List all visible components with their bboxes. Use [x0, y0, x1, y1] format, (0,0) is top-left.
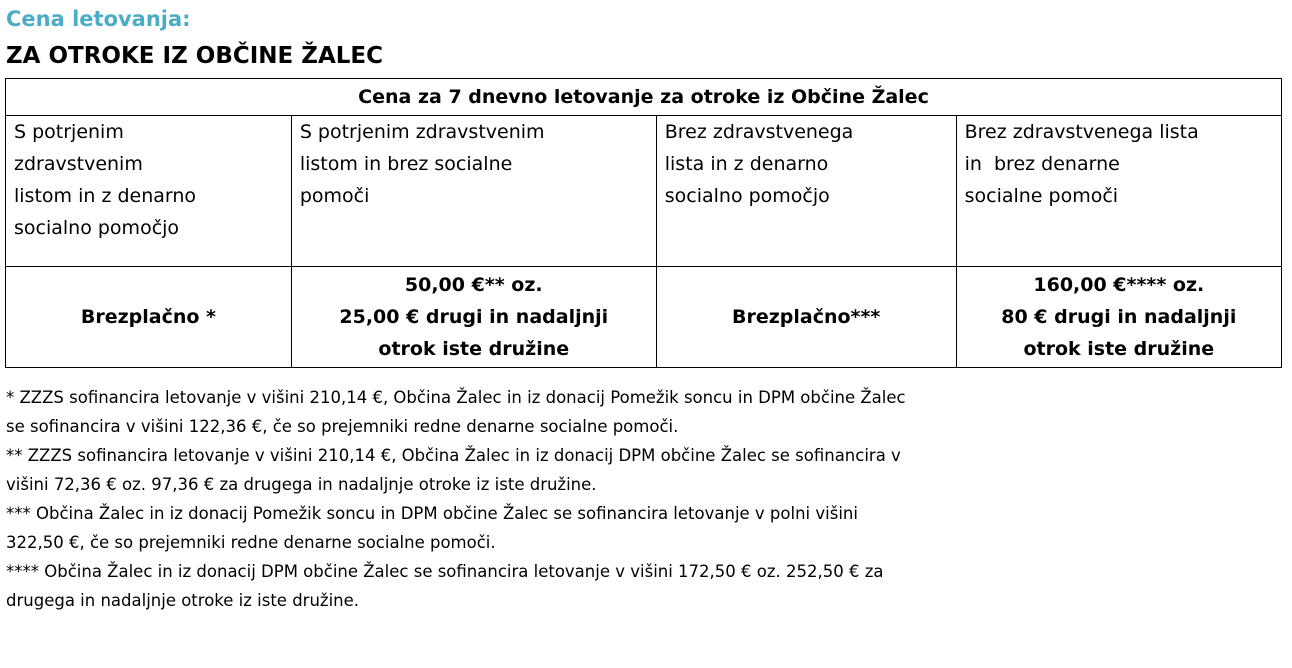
- price-cell-4: [956, 267, 1281, 368]
- price-table: [5, 78, 1282, 368]
- footnote-line: ** ZZZS sofinancira letovanje v višini 210,14 €, Občina Žalec in iz donacij DPM občine Žalec se sofinancira v: [6, 446, 901, 465]
- header-line: lista in z denarno: [664, 153, 829, 175]
- header-line: S potrjenim: [14, 121, 124, 143]
- price-line: Brezplačno***: [731, 306, 881, 328]
- header-line: in brez denarne: [964, 153, 1120, 175]
- price-line: Brezplačno *: [80, 306, 216, 328]
- footnote-line: drugega in nadaljnje otroke iz iste družine.: [6, 591, 360, 610]
- footnote-line: * ZZZS sofinancira letovanje v višini 210,14 €, Občina Žalec in iz donacij Pomežik soncu in DPM občine Žalec: [6, 388, 906, 407]
- table-price-row: [6, 267, 1282, 368]
- footnote-line: *** Občina Žalec in iz donacij Pomežik soncu in DPM občine Žalec se sofinancira letovanje v polni višini: [6, 504, 858, 523]
- subtitle-heading: ZA OTROKE IZ OBČINE ŽALEC: [6, 43, 383, 69]
- price-line: otrok iste družine: [1023, 338, 1215, 360]
- footnote-line: **** Občina Žalec in iz donacij DPM občine Žalec se sofinancira letovanje v višini 172,50 € oz. 252,50 € za: [6, 562, 884, 581]
- price-cell-1: [6, 267, 292, 368]
- price-line: 25,00 € drugi in nadaljnji: [339, 306, 609, 328]
- footnote-line: se sofinancira v višini 122,36 €, če so prejemniki redne denarne socialne pomoči.: [6, 417, 679, 436]
- header-line: S potrjenim zdravstvenim: [299, 121, 545, 143]
- price-cell-3: [656, 267, 956, 368]
- table-header-row: [6, 116, 1282, 267]
- header-line: socialne pomoči: [964, 185, 1119, 207]
- table-title: Cena za 7 dnevno letovanje za otroke iz Občine Žalec: [6, 79, 1282, 116]
- price-line: 50,00 €** oz.: [404, 274, 543, 296]
- header-cell-1: [6, 116, 292, 267]
- header-line: listom in z denarno: [14, 185, 197, 207]
- header-line: Brez zdravstvenega lista: [964, 121, 1199, 143]
- header-line: socialno pomočjo: [664, 185, 830, 207]
- header-line: zdravstvenim: [14, 153, 143, 175]
- price-heading: Cena letovanja:: [6, 7, 191, 31]
- footnotes: [6, 383, 1286, 615]
- header-cell-3: [656, 116, 956, 267]
- table-title-row: [6, 79, 1282, 116]
- header-line: Brez zdravstvenega: [664, 121, 854, 143]
- footnote-line: višini 72,36 € oz. 97,36 € za drugega in nadaljnje otroke iz iste družine.: [6, 475, 597, 494]
- price-cell-2: [291, 267, 656, 368]
- price-line: 160,00 €**** oz.: [1033, 274, 1205, 296]
- price-line: 80 € drugi in nadaljnji: [1001, 306, 1237, 328]
- header-line: listom in brez socialne: [299, 153, 513, 175]
- price-line: otrok iste družine: [378, 338, 570, 360]
- footnote-line: 322,50 €, če so prejemniki redne denarne socialne pomoči.: [6, 533, 496, 552]
- header-line: pomoči: [299, 185, 370, 207]
- header-line: socialno pomočjo: [14, 217, 180, 239]
- header-cell-4: [956, 116, 1281, 267]
- header-cell-2: [291, 116, 656, 267]
